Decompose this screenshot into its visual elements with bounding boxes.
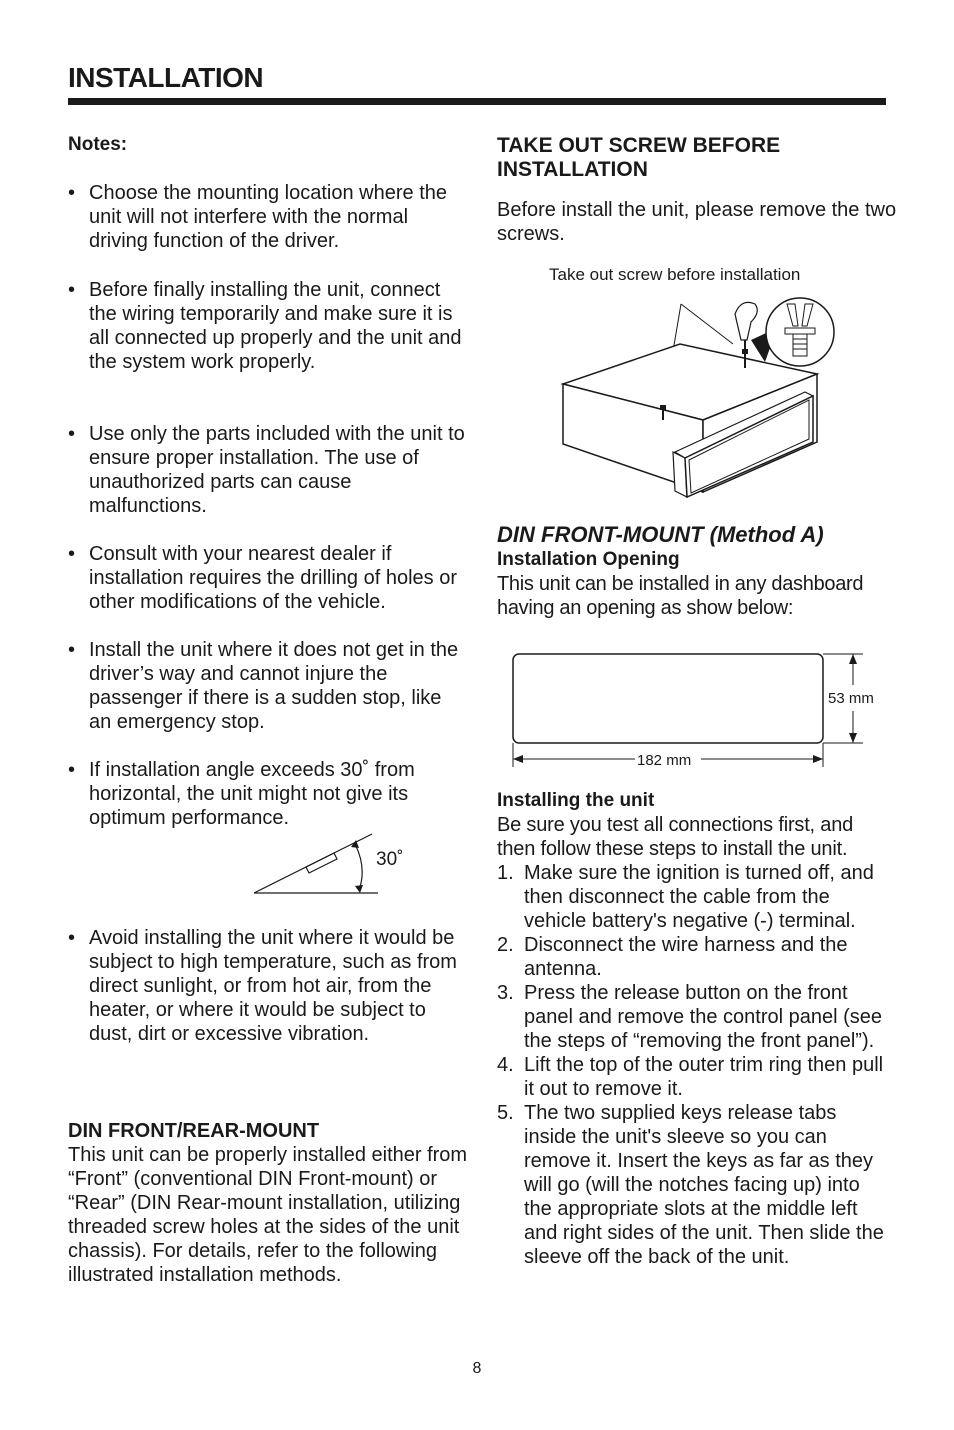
bullet-icon: • [68, 423, 76, 445]
note-item: • Consult with your nearest dealer if installation requires the drilling of holes or other modifications of the vehicle. [68, 543, 457, 613]
bullet-icon: • [68, 543, 76, 565]
section-heading: DIN FRONT/REAR-MOUNT [68, 1120, 320, 1142]
step-item: 5. The two supplied keys release tabs inside the unit's sleeve so you can remove it. Insert the keys as far as they will go (will the notches facing up) into the appropriate slots at the middle left and right sides of the unit. Then slide the sleeve off the back of the unit. [497, 1102, 884, 1268]
notes-heading: Notes: [68, 134, 128, 155]
figure-caption: Take out screw before installation [549, 265, 801, 284]
din-front-rear-section [68, 1119, 468, 1287]
step-item: 4. Lift the top of the outer trim ring then pull it out to remove it. [497, 1054, 884, 1100]
opening-dimension-diagram [505, 645, 890, 775]
magnified-screw-icon [766, 298, 834, 366]
section-body: Be sure you test all connections first, and then follow these steps to install the unit. [497, 814, 854, 860]
step-item: 1. Make sure the ignition is turned off, and then disconnect the cable from the vehicle battery's negative (-) terminal. [497, 862, 874, 932]
step-item: 2. Disconnect the wire harness and the antenna. [497, 934, 848, 980]
width-label: 182 mm [637, 752, 692, 769]
section-body: This unit can be installed in any dashboard having an opening as show below: [497, 573, 864, 619]
note-item: • Choose the mounting location where the unit will not interfere with the normal driving function of the driver. [68, 182, 448, 252]
section-heading: Installing the unit [497, 790, 655, 811]
din-front-mount-section [497, 522, 897, 620]
page-number: 8 [472, 1360, 482, 1377]
section-heading: DIN FRONT-MOUNT (Method A) [497, 522, 824, 547]
take-out-screw-section [497, 134, 897, 246]
section-subheading: Installation Opening [497, 549, 680, 570]
angle-diagram [250, 830, 410, 900]
bullet-icon: • [68, 639, 76, 661]
bullet-icon: • [68, 759, 76, 781]
note-item: • Avoid installing the unit where it would be subject to high temperature, such as from direct sunlight, or from hot air, from the heater, or where it would be subject to dust, dirt or excessive vibration. [68, 927, 457, 1045]
page-title: INSTALLATION [68, 62, 264, 93]
note-item: • Before finally installing the unit, connect the wiring temporarily and make sure it is all connected up properly and the unit and the system work properly. [68, 279, 462, 373]
title-rule [68, 98, 886, 105]
section-body: This unit can be properly installed either from “Front” (conventional DIN Front-mount) or “Rear” (DIN Rear-mount installation, utilizing threaded screw holes at the sides of the unit chassis). For details, refer to the following illustrated installation methods. [68, 1144, 468, 1286]
bullet-icon: • [68, 279, 76, 301]
note-item: • Install the unit where it does not get in the driver’s way and cannot injure the passenger if there is a sudden stop, like an emergency stop. [68, 639, 459, 733]
angle-label: 30˚ [376, 849, 404, 870]
section-body: Before install the unit, please remove the two screws. [497, 199, 897, 245]
section-heading: TAKE OUT SCREW BEFORE INSTALLATION [497, 134, 781, 181]
note-item: • If installation angle exceeds 30˚ from horizontal, the unit might not give its optimum performance. [68, 759, 415, 829]
note-item: • Use only the parts included with the unit to ensure proper installation. The use of unauthorized parts can cause malfunctions. [68, 423, 465, 517]
bullet-icon: • [68, 182, 76, 204]
unit-screw-illustration [555, 292, 865, 507]
bullet-icon: • [68, 927, 76, 949]
step-item: 3. Press the release button on the front panel and remove the control panel (see the steps of “removing the front panel”). [497, 982, 883, 1052]
height-label: 53 mm [828, 690, 874, 707]
installing-section [497, 789, 892, 1269]
